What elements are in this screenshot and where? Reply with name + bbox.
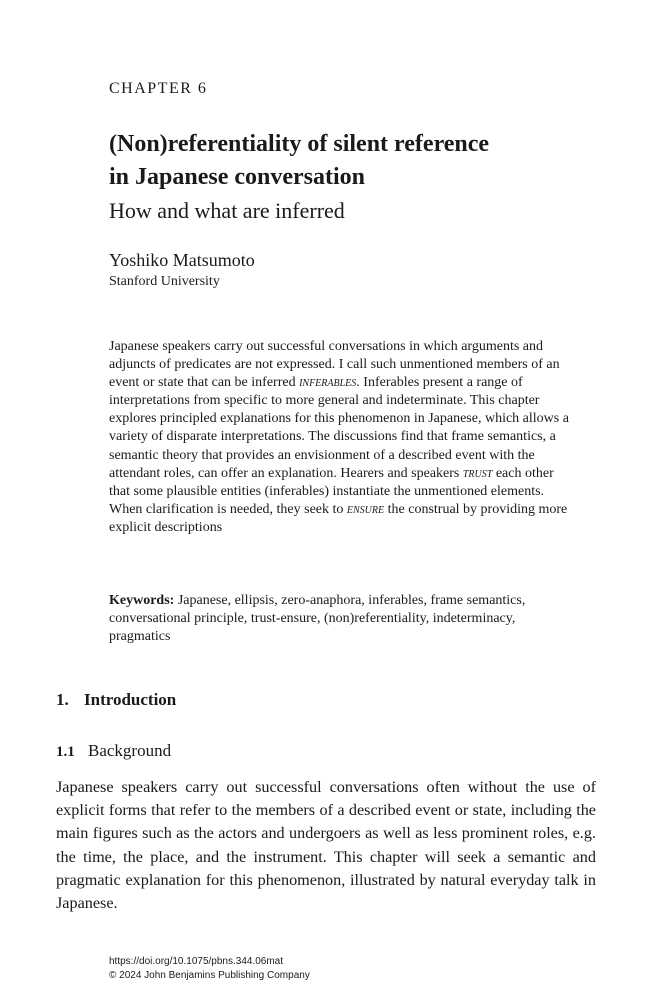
title-line-1: (Non)referentiality of silent reference (109, 131, 490, 157)
abstract-term-ensure: ensure (346, 501, 385, 517)
abstract-term-inferables: inferables (299, 375, 357, 391)
subsection-heading-background (56, 741, 171, 761)
chapter-subtitle: How and what are inferred (109, 198, 345, 223)
keywords-label: Keywords: (109, 593, 175, 608)
abstract-term-trust: trust (462, 465, 493, 481)
keywords (109, 592, 569, 647)
chapter-title (109, 128, 609, 194)
author-affiliation: Stanford University (109, 274, 220, 289)
page-footer (109, 955, 310, 983)
title-line-2: in Japanese conversation (109, 164, 366, 190)
chapter-label: CHAPTER 6 (109, 80, 208, 97)
doi-link[interactable]: https://doi.org/10.1075/pbns.344.06mat (109, 956, 284, 967)
section-number: 1. (56, 690, 69, 709)
subsection-number: 1.1 (56, 744, 75, 760)
author-name: Yoshiko Matsumoto (109, 250, 255, 270)
abstract-text-2: . Inferables present a range of interpretations from specific to more general and indeterminate. This chapter explores principled explanations for this phenomenon in Japanese, which allows a variety of disparate interpretations. The discussions find that frame semantics, a semantic theory that provides an envisionment of a described event with the attendant roles, can offer an explanation. Hearers and speakers (109, 375, 569, 481)
abstract-text-4: the construal by providing more explicit descriptions (109, 501, 568, 535)
subsection-title: Background (88, 741, 172, 760)
abstract-text-1: Japanese speakers carry out successful conversations in which arguments and adjuncts of predicates are not expressed. I call such unmentioned members of an event or state that can be inferred (109, 339, 560, 391)
abstract (109, 338, 574, 537)
body-paragraph: Japanese speakers carry out successful conversations often without the use of explicit forms that refer to the members of a described event or state, including the main figures such as the actors and undergoers as well as less prominent roles, e.g. the time, the place, and the instrument. This chapter will seek a semantic and pragmatic explanation for this phenomenon, illustrated by natural everyday talk in Japanese. (56, 778, 596, 913)
section-heading-introduction (56, 690, 176, 710)
keywords-text: Japanese, ellipsis, zero-anaphora, inferables, frame semantics, conversational principle, trust-ensure, (non)referentiality, indeterminacy, pragmatics (109, 593, 526, 645)
section-title: Introduction (84, 690, 177, 709)
copyright-notice: © 2024 John Benjamins Publishing Company (109, 970, 310, 981)
abstract-text-3: each other that some plausible entities (inferables) instantiate the unmentioned elements. When clarification is needed, they seek to (109, 465, 554, 517)
